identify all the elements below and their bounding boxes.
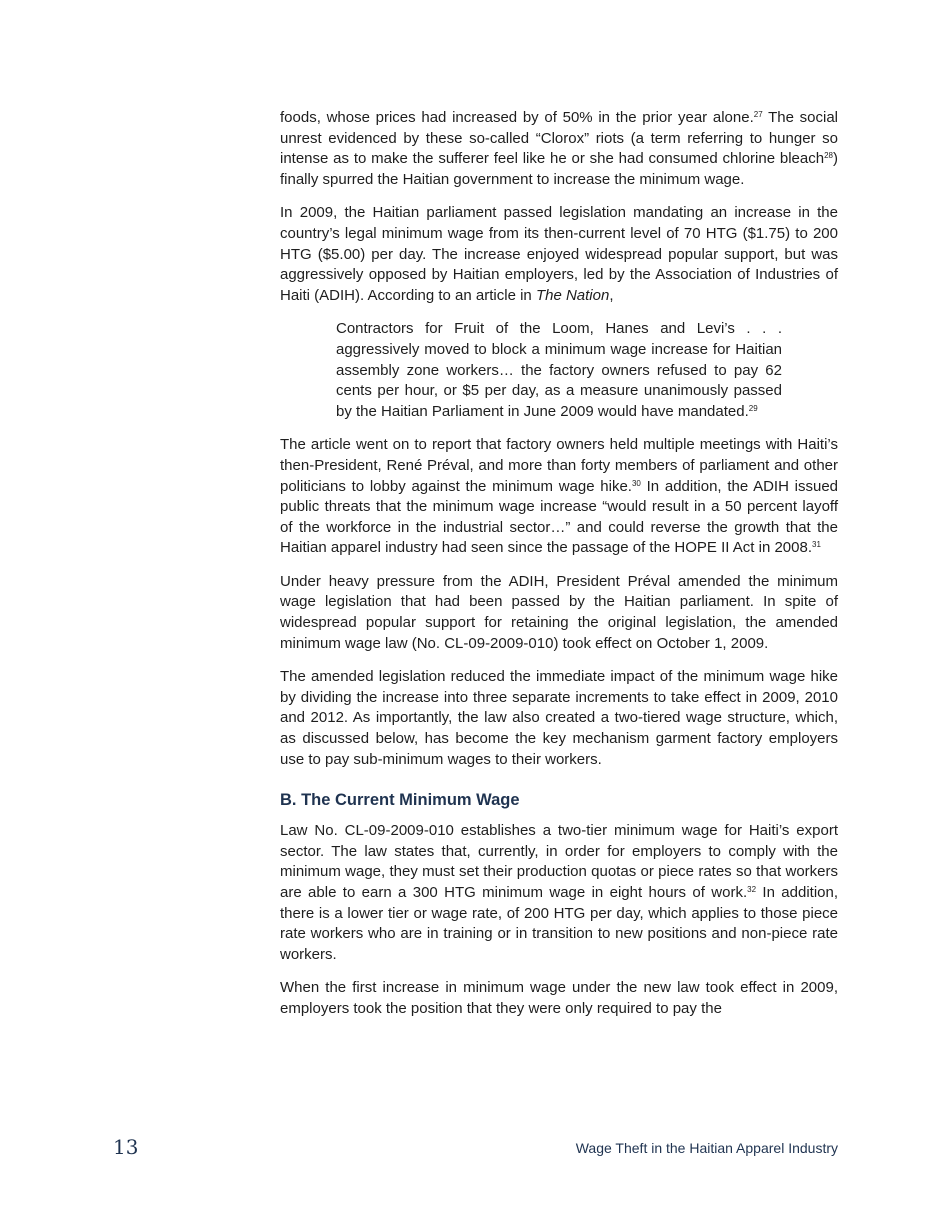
block-quote-the-nation	[336, 319, 782, 422]
paragraph-text: In addition, there is a lower tier or wage rate, of 200 HTG per day, which applies to those piece rate workers who are in training or in transition to new positions and non-piece rate workers.	[280, 884, 839, 963]
footnote-ref-27[interactable]: 27	[753, 110, 763, 119]
paragraph-text: The article went on to report that factory owners held multiple meetings with Haiti’s then-President, René Préval, and more than forty members of parliament and other politicians to lobby against the minimum wage hike.	[280, 436, 838, 495]
paragraph-preval-amendment	[280, 572, 838, 654]
footnote-ref-32[interactable]: 32	[747, 885, 757, 894]
document-body	[280, 108, 838, 1033]
paragraph-amended-legislation	[280, 667, 838, 770]
paragraph-text: Under heavy pressure from the ADIH, President Préval amended the minimum wage legislation that had been passed by the Haitian parliament. In spite of widespread popular support for retaining the original legislation, the amended minimum wage law (No. CL-09-2009-010) took effect on October 1, 2009.	[280, 572, 838, 652]
paragraph-text: In 2009, the Haitian parliament passed legislation mandating an increase in the country’s legal minimum wage from its then-current level of 70 HTG ($1.75) to 200 HTG ($5.00) per day. The increase enjoyed widespread popular support, but was aggressively opposed by Haitian employers, led by the Association of Industries of Haiti (ADIH). According to an article in	[280, 204, 838, 304]
running-footer-title: Wage Theft in the Haitian Apparel Industry	[575, 1140, 838, 1156]
paragraph-first-increase	[280, 978, 838, 1019]
publication-title: The Nation	[535, 286, 610, 304]
paragraph-clorox-riots	[280, 108, 838, 190]
footnote-ref-29[interactable]: 29	[748, 403, 758, 413]
paragraph-text: ) finally spurred the Haitian government to increase the minimum wage.	[280, 150, 838, 188]
paragraph-text: In addition, the ADIH issued public threats that the minimum wage increase “would result in a 50 percent layoff of the workforce in the industrial sector…” and could reverse the growth that the Haitian apparel industry had seen since the passage of the HOPE II Act in 2008.	[280, 477, 839, 557]
paragraph-two-tier-wage	[280, 821, 838, 965]
page-number: 13	[113, 1135, 139, 1159]
footnote-ref-31[interactable]: 31	[812, 540, 821, 550]
section-heading: B. The Current Minimum Wage	[280, 791, 520, 810]
paragraph-text: Law No. CL-09-2009-010 establishes a two-tier minimum wage for Haiti’s export sector. The law states that, currently, in order for employers to comply with the minimum wage, they must set their production quotas or piece rates so that workers are able to earn a 300 HTG minimum wage in eight hours of work.	[280, 822, 838, 901]
paragraph-2009-legislation	[280, 203, 838, 306]
paragraph-text: When the first increase in minimum wage under the new law took effect in 2009, employers took the position that they were only required to pay the	[280, 979, 838, 1017]
quote-text: Contractors for Fruit of the Loom, Hanes and Levi’s . . . aggressively moved to block a minimum wage increase for Haitian assembly zone workers… the factory owners refused to pay 62 cents per hour, or $5 per day, as a measure unanimously passed by the Haitian Parliament in June 2009 would have mandated.	[336, 320, 782, 420]
paragraph-text: foods, whose prices had increased by of 50% in the prior year alone.	[280, 109, 754, 126]
paragraph-text: The amended legislation reduced the immediate impact of the minimum wage hike by dividing the increase into three separate increments to take effect in 2009, 2010 and 2012. As importantly, the law also created a two-tiered wage structure, which, as discussed below, has become the key mechanism garment factory employers use to pay sub-minimum wages to their workers.	[280, 668, 838, 768]
paragraph-lobbying	[280, 435, 838, 559]
paragraph-text: The social unrest evidenced by these so-called “Clorox” riots (a term referring to hunger so intense as to make the sufferer feel like he or she had consumed chlorine bleach	[280, 109, 838, 168]
footnote-ref-30[interactable]: 30	[631, 478, 641, 488]
footnote-ref-28[interactable]: 28	[824, 151, 833, 161]
paragraph-text: ,	[609, 286, 614, 304]
